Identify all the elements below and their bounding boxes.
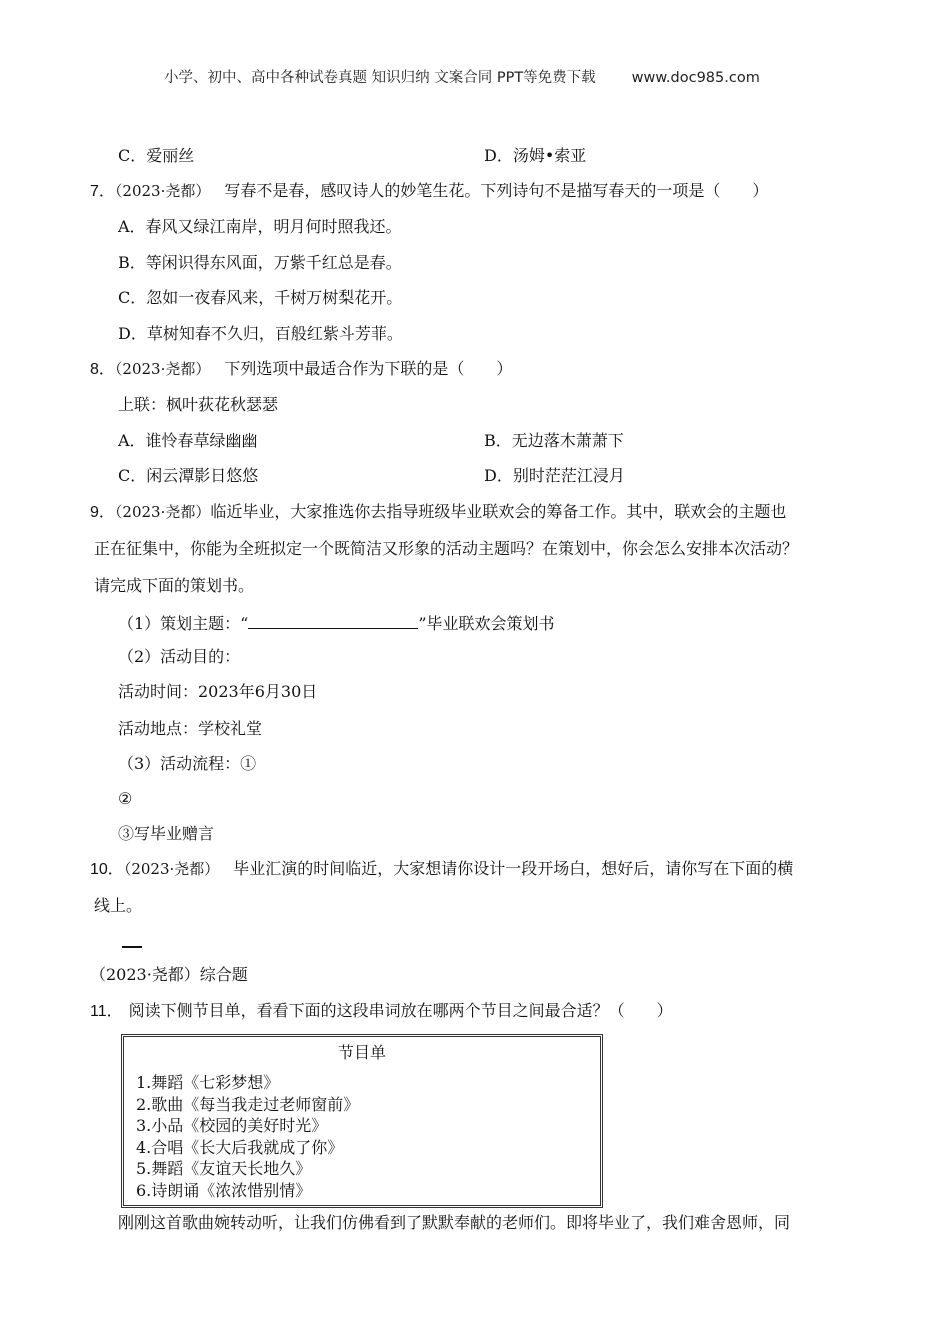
- header-site-link[interactable]: www.doc985.com: [631, 70, 760, 86]
- question-stem-line1: 临近毕业，大家推选你去指导班级毕业联欢会的筹备工作。其中，联欢会的主题也: [210, 502, 787, 521]
- question-number: 11．: [90, 1003, 123, 1020]
- q8-upper-couplet: 上联：枫叶荻花秋瑟瑟: [118, 395, 279, 414]
- question-stem-line1: 毕业汇演的时间临近，大家想请你设计一段开场白，想好后，请你写在下面的横: [233, 859, 794, 878]
- question-8: [90, 361, 512, 378]
- section-heading: （2023·尧都）综合题: [90, 965, 248, 984]
- program-item: 3.小品《校园的美好时光》: [136, 1116, 328, 1135]
- q9-item-3: （3）活动流程：①: [118, 754, 257, 773]
- q11-passage: 刚刚这首歌曲婉转动听，让我们仿佛看到了默默奉献的老师们。即将毕业了，我们难舍恩师，同: [118, 1213, 791, 1232]
- q9-activity-time: 活动时间：2023年6月30日: [118, 682, 318, 701]
- program-list-box: [121, 1034, 603, 1208]
- program-list-title: 节目单: [337, 1043, 386, 1062]
- program-item: 6.诗朗诵《浓浓惜别情》: [136, 1180, 312, 1200]
- q9-step-3: ③写毕业赠言: [118, 824, 215, 843]
- question-number: 8．: [90, 361, 115, 378]
- question-number: 9．: [90, 504, 115, 521]
- q7-option-a: A．春风又绿江南岸，明月何时照我还。: [118, 217, 402, 236]
- q6-option-d: D．汤姆•索亚: [484, 146, 587, 165]
- question-source: （2023·尧都）: [114, 360, 211, 378]
- question-stem: 下列选项中最适合作为下联的是（ ）: [224, 359, 513, 378]
- program-item: 2.歌曲《每当我走过老师窗前》: [136, 1094, 360, 1114]
- question-7: [90, 183, 768, 200]
- question-number: 7．: [90, 183, 115, 200]
- question-stem: 写春不是春，感叹诗人的妙笔生花。下列诗句不是描写春天的一项是（ ）: [224, 181, 769, 200]
- question-10: [90, 861, 793, 878]
- q8-option-c: C．闲云潭影日悠悠: [118, 466, 259, 485]
- theme-answer-blank[interactable]: [248, 614, 418, 629]
- program-item: 4.合唱《长大后我就成了你》: [136, 1137, 344, 1157]
- q9-item-1-prefix: （1）策划主题：“: [118, 614, 249, 633]
- question-9: [90, 504, 786, 521]
- question-source: （2023·尧都）: [114, 182, 211, 200]
- q8-option-a: A．谁怜春草绿幽幽: [118, 431, 258, 450]
- question-11: [90, 1003, 673, 1020]
- q9-step-2: ②: [118, 789, 133, 808]
- q8-option-d: D．别时茫茫江浸月: [484, 466, 625, 485]
- q7-option-c: C．忽如一夜春风来，千树万树梨花开。: [118, 288, 403, 307]
- q10-stem-line2: 线上。: [94, 896, 143, 915]
- q9-item-1: [118, 614, 555, 632]
- q9-item-2: （2）活动目的：: [118, 647, 241, 666]
- q8-option-b: B．无边落木萧萧下: [484, 431, 624, 450]
- q9-stem-line2: 正在征集中，你能为全班拟定一个既简洁又形象的活动主题吗？在策划中，你会怎么安排本次活动？: [94, 539, 799, 558]
- page-header: [164, 71, 760, 86]
- question-stem: 阅读下侧节目单，看看下面的这段串词放在哪两个节目之间最合适？（ ）: [128, 1001, 673, 1020]
- program-list: [136, 1072, 359, 1201]
- q6-option-c: C．爱丽丝: [118, 146, 195, 165]
- question-number: 10．: [90, 861, 124, 878]
- program-item: 5.舞蹈《友谊天长地久》: [136, 1159, 312, 1178]
- q7-option-d: D．草树知春不久归，百般红紫斗芳菲。: [118, 324, 403, 343]
- q10-answer-line[interactable]: [122, 946, 142, 948]
- question-source: （2023·尧都）: [123, 860, 220, 878]
- q9-activity-place: 活动地点：学校礼堂: [118, 719, 263, 738]
- q9-item-1-suffix: ”毕业联欢会策划书: [418, 614, 555, 633]
- question-source: （2023·尧都）: [114, 503, 211, 521]
- q7-option-b: B．等闲识得东风面，万紫千红总是春。: [118, 253, 402, 272]
- q9-stem-line3: 请完成下面的策划书。: [94, 576, 255, 595]
- program-item: 1.舞蹈《七彩梦想》: [136, 1073, 280, 1092]
- header-text: 小学、初中、高中各种试卷真题 知识归纳 文案合同 PPT等免费下载: [164, 70, 596, 86]
